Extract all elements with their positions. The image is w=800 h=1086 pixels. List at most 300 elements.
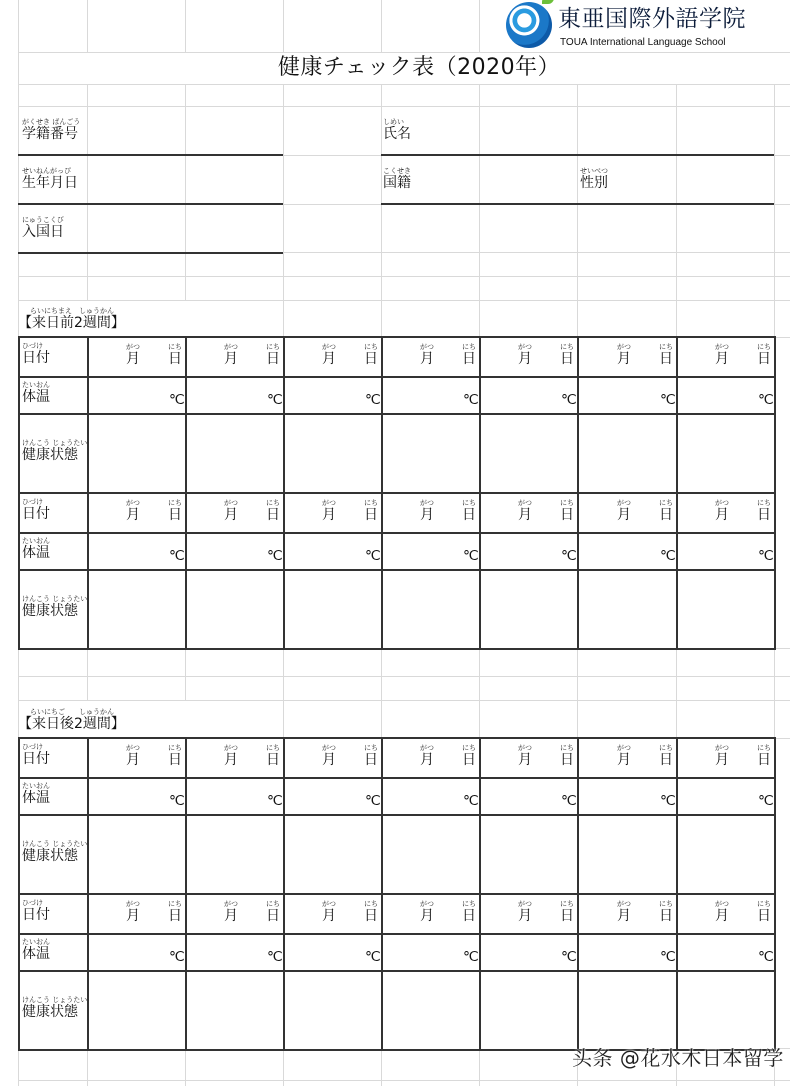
date-row-ruby: ひづけ	[22, 498, 43, 506]
month-unit	[123, 499, 143, 523]
celsius-unit: ℃	[267, 948, 283, 964]
celsius-unit: ℃	[267, 792, 283, 808]
month-label: 月	[715, 351, 729, 367]
student-number-field[interactable]	[88, 107, 282, 154]
gender-ruby: せいべつ	[580, 167, 608, 175]
divider	[18, 252, 283, 254]
table-border	[283, 337, 285, 493]
month-ruby: がつ	[322, 343, 336, 351]
divider	[18, 203, 283, 205]
celsius-unit: ℃	[758, 792, 774, 808]
day-label: 日	[168, 908, 182, 924]
month-unit	[123, 744, 143, 768]
health-status-cell[interactable]	[87, 814, 185, 894]
month-label: 月	[322, 752, 336, 768]
date-cell[interactable]	[479, 894, 577, 933]
section-ruby: らいにちまえ しゅうかん	[30, 307, 114, 315]
month-ruby: がつ	[224, 343, 238, 351]
health-row-text: 健康状態	[22, 603, 78, 619]
health-status-cell[interactable]	[381, 569, 479, 649]
month-label: 月	[715, 507, 729, 523]
temperature-cell[interactable]	[381, 777, 479, 814]
temperature-cell[interactable]	[87, 532, 185, 569]
table-border	[774, 493, 776, 649]
month-label: 月	[126, 752, 140, 768]
date-cell[interactable]	[87, 738, 185, 777]
day-ruby: にち	[364, 900, 378, 908]
gender-text: 性別	[580, 175, 608, 191]
day-unit	[658, 744, 674, 768]
date-cell[interactable]	[381, 738, 479, 777]
date-cell[interactable]	[577, 894, 676, 933]
table-border	[577, 337, 579, 493]
date-cell[interactable]	[479, 337, 577, 376]
temperature-cell[interactable]	[676, 777, 774, 814]
day-ruby: にち	[266, 744, 280, 752]
temperature-row-ruby: たいおん	[22, 537, 50, 545]
day-unit	[167, 900, 183, 924]
day-ruby: にち	[560, 744, 574, 752]
health-row-ruby: けんこう じょうたい	[22, 439, 88, 447]
date-cell[interactable]	[676, 894, 774, 933]
month-label: 月	[617, 351, 631, 367]
health-status-cell[interactable]	[381, 814, 479, 894]
temperature-cell[interactable]	[577, 777, 676, 814]
date-cell[interactable]	[479, 738, 577, 777]
month-ruby: がつ	[126, 343, 140, 351]
nationality-field[interactable]	[480, 156, 576, 203]
month-label: 月	[126, 351, 140, 367]
health-status-cell[interactable]	[479, 970, 577, 1050]
month-label: 月	[518, 507, 532, 523]
table-border	[87, 894, 89, 1050]
day-label: 日	[462, 752, 476, 768]
day-unit	[363, 744, 379, 768]
month-ruby: がつ	[126, 499, 140, 507]
temperature-cell[interactable]	[381, 376, 479, 413]
month-ruby: がつ	[322, 744, 336, 752]
month-unit	[417, 499, 437, 523]
table-border	[185, 337, 187, 493]
table-border	[283, 493, 285, 649]
table-border	[381, 738, 383, 894]
health-status-cell[interactable]	[479, 814, 577, 894]
month-unit	[614, 343, 634, 367]
table-border	[676, 738, 678, 894]
date-cell[interactable]	[577, 738, 676, 777]
table-border	[87, 738, 89, 894]
date-row-text: 日付	[22, 506, 50, 522]
celsius-unit: ℃	[561, 391, 577, 407]
table-border	[18, 737, 776, 739]
month-unit	[221, 343, 241, 367]
temperature-cell[interactable]	[185, 777, 283, 814]
date-cell[interactable]	[283, 493, 381, 532]
celsius-unit: ℃	[365, 948, 381, 964]
temperature-cell[interactable]	[381, 933, 479, 970]
table-border	[381, 337, 383, 493]
month-label: 月	[224, 351, 238, 367]
school-logo	[506, 0, 776, 52]
page-title-text: 健康チェック表（2020年）	[277, 55, 561, 80]
health-status-cell[interactable]	[577, 569, 676, 649]
month-unit	[417, 900, 437, 924]
day-label: 日	[560, 351, 574, 367]
table-border	[18, 532, 776, 534]
temperature-row-text: 体温	[22, 790, 50, 806]
health-status-cell[interactable]	[577, 413, 676, 493]
day-label: 日	[364, 752, 378, 768]
day-ruby: にち	[168, 499, 182, 507]
temperature-cell[interactable]	[87, 777, 185, 814]
month-label: 月	[224, 908, 238, 924]
temperature-cell[interactable]	[479, 376, 577, 413]
month-label: 月	[224, 507, 238, 523]
date-row-ruby: ひづけ	[22, 342, 43, 350]
celsius-unit: ℃	[267, 547, 283, 563]
day-ruby: にち	[266, 343, 280, 351]
month-unit	[515, 499, 535, 523]
health-row-ruby: けんこう じょうたい	[22, 996, 88, 1004]
temperature-cell[interactable]	[479, 777, 577, 814]
health-status-cell[interactable]	[676, 569, 774, 649]
health-status-cell[interactable]	[479, 413, 577, 493]
health-status-cell[interactable]	[87, 569, 185, 649]
celsius-unit: ℃	[365, 792, 381, 808]
section-ruby: らいにちご しゅうかん	[30, 708, 114, 716]
celsius-unit: ℃	[561, 547, 577, 563]
month-label: 月	[715, 752, 729, 768]
health-row-ruby: けんこう じょうたい	[22, 595, 88, 603]
month-unit	[221, 499, 241, 523]
health-status-cell[interactable]	[87, 970, 185, 1050]
day-label: 日	[364, 908, 378, 924]
day-label: 日	[659, 507, 673, 523]
day-unit	[167, 744, 183, 768]
day-label: 日	[266, 351, 280, 367]
health-status-cell[interactable]	[283, 413, 381, 493]
month-ruby: がつ	[420, 744, 434, 752]
month-unit	[319, 499, 339, 523]
date-cell[interactable]	[283, 894, 381, 933]
celsius-unit: ℃	[758, 547, 774, 563]
date-cell[interactable]	[577, 493, 676, 532]
date-cell[interactable]	[283, 738, 381, 777]
temperature-row-text: 体温	[22, 545, 50, 561]
temperature-cell[interactable]	[577, 376, 676, 413]
health-row-label	[22, 996, 87, 1020]
date-row-text: 日付	[22, 350, 50, 366]
month-unit	[614, 499, 634, 523]
section-before-arrival-title	[18, 307, 125, 331]
table-border	[577, 493, 579, 649]
celsius-unit: ℃	[365, 547, 381, 563]
date-row-text: 日付	[22, 907, 50, 923]
health-status-cell[interactable]	[676, 413, 774, 493]
temperature-cell[interactable]	[381, 532, 479, 569]
health-status-cell[interactable]	[283, 970, 381, 1050]
entry-date-text: 入国日	[22, 224, 64, 240]
celsius-unit: ℃	[169, 547, 185, 563]
date-row-label	[22, 743, 50, 767]
celsius-unit: ℃	[463, 792, 479, 808]
temperature-cell[interactable]	[283, 777, 381, 814]
table-border	[18, 492, 776, 494]
day-ruby: にち	[462, 343, 476, 351]
temperature-cell[interactable]	[283, 376, 381, 413]
month-label: 月	[126, 507, 140, 523]
health-status-cell[interactable]	[676, 814, 774, 894]
nationality-ruby: こくせき	[383, 167, 411, 175]
health-status-cell[interactable]	[283, 814, 381, 894]
table-border	[87, 493, 89, 649]
table-border	[283, 894, 285, 1050]
table-border	[381, 894, 383, 1050]
month-ruby: がつ	[617, 343, 631, 351]
date-cell[interactable]	[381, 493, 479, 532]
birthdate-ruby: せいねんがっぴ	[22, 167, 71, 175]
temperature-cell[interactable]	[676, 532, 774, 569]
month-unit	[712, 744, 732, 768]
day-ruby: にち	[560, 499, 574, 507]
month-unit	[417, 343, 437, 367]
date-cell[interactable]	[676, 738, 774, 777]
temperature-row-ruby: たいおん	[22, 782, 50, 790]
health-status-cell[interactable]	[381, 413, 479, 493]
name-label	[383, 118, 411, 142]
temperature-cell[interactable]	[676, 933, 774, 970]
health-status-cell[interactable]	[577, 970, 676, 1050]
month-label: 月	[420, 507, 434, 523]
table-border	[18, 376, 776, 378]
day-ruby: にち	[168, 343, 182, 351]
day-label: 日	[462, 351, 476, 367]
temperature-cell[interactable]	[676, 376, 774, 413]
day-ruby: にち	[364, 744, 378, 752]
divider	[18, 154, 283, 156]
date-row-ruby: ひづけ	[22, 899, 43, 907]
day-label: 日	[266, 908, 280, 924]
health-status-cell[interactable]	[479, 569, 577, 649]
date-cell[interactable]	[87, 493, 185, 532]
health-status-cell[interactable]	[185, 413, 283, 493]
day-label: 日	[560, 908, 574, 924]
temperature-row-ruby: たいおん	[22, 381, 50, 389]
temperature-row-ruby: たいおん	[22, 938, 50, 946]
celsius-unit: ℃	[660, 547, 676, 563]
temperature-cell[interactable]	[479, 933, 577, 970]
day-label: 日	[266, 507, 280, 523]
section-after-arrival-title	[18, 708, 125, 732]
health-row-text: 健康状態	[22, 447, 78, 463]
month-unit	[614, 900, 634, 924]
month-ruby: がつ	[617, 900, 631, 908]
day-ruby: にち	[462, 744, 476, 752]
day-label: 日	[560, 507, 574, 523]
month-label: 月	[322, 908, 336, 924]
temperature-cell[interactable]	[283, 933, 381, 970]
health-status-cell[interactable]	[185, 569, 283, 649]
month-ruby: がつ	[715, 343, 729, 351]
nationality-text: 国籍	[383, 175, 411, 191]
month-label: 月	[518, 752, 532, 768]
table-border	[479, 894, 481, 1050]
celsius-unit: ℃	[463, 547, 479, 563]
celsius-unit: ℃	[169, 792, 185, 808]
date-cell[interactable]	[479, 493, 577, 532]
date-row-label	[22, 342, 50, 366]
day-label: 日	[757, 908, 771, 924]
temperature-cell[interactable]	[479, 532, 577, 569]
section-label: 【来日前2週間】	[18, 315, 125, 331]
table-border	[18, 648, 776, 650]
gender-label	[580, 167, 608, 191]
name-text: 氏名	[383, 126, 411, 142]
health-status-cell[interactable]	[676, 970, 774, 1050]
day-label: 日	[757, 351, 771, 367]
day-unit	[265, 499, 281, 523]
health-row-label	[22, 840, 87, 864]
day-unit	[559, 343, 575, 367]
day-unit	[756, 744, 772, 768]
health-status-cell[interactable]	[283, 569, 381, 649]
month-label: 月	[322, 507, 336, 523]
gridline	[18, 676, 790, 677]
month-unit	[515, 343, 535, 367]
date-cell[interactable]	[185, 894, 283, 933]
name-field[interactable]	[480, 107, 773, 154]
divider	[381, 203, 774, 205]
table-border	[676, 337, 678, 493]
month-label: 月	[518, 351, 532, 367]
entry-date-field[interactable]	[88, 205, 282, 251]
month-unit	[712, 343, 732, 367]
school-logo-icon	[506, 2, 552, 48]
day-ruby: にち	[757, 343, 771, 351]
temperature-cell[interactable]	[577, 532, 676, 569]
date-row-label	[22, 899, 50, 923]
student-number-label	[22, 118, 80, 142]
temperature-row-label	[22, 537, 50, 561]
health-row-ruby: けんこう じょうたい	[22, 840, 88, 848]
table-border	[676, 894, 678, 1050]
day-unit	[265, 744, 281, 768]
date-cell[interactable]	[577, 337, 676, 376]
day-ruby: にち	[168, 744, 182, 752]
table-border	[18, 738, 20, 894]
day-ruby: にち	[560, 900, 574, 908]
table-border	[18, 493, 20, 649]
month-ruby: がつ	[420, 900, 434, 908]
leaf-icon	[542, 0, 554, 4]
month-unit	[515, 900, 535, 924]
month-unit	[123, 343, 143, 367]
month-ruby: がつ	[518, 744, 532, 752]
table-border	[479, 738, 481, 894]
table-border	[18, 893, 776, 895]
month-label: 月	[617, 908, 631, 924]
day-unit	[658, 499, 674, 523]
date-row-ruby: ひづけ	[22, 743, 43, 751]
health-row-label	[22, 439, 87, 463]
date-cell[interactable]	[87, 894, 185, 933]
gender-field[interactable]	[677, 156, 773, 203]
table-border	[185, 894, 187, 1050]
day-unit	[559, 744, 575, 768]
day-ruby: にち	[364, 343, 378, 351]
month-ruby: がつ	[224, 900, 238, 908]
gridline	[18, 84, 790, 85]
day-label: 日	[757, 507, 771, 523]
celsius-unit: ℃	[365, 391, 381, 407]
date-cell[interactable]	[381, 894, 479, 933]
date-cell[interactable]	[283, 337, 381, 376]
day-unit	[559, 499, 575, 523]
gridline	[18, 276, 790, 277]
page-title	[0, 54, 800, 82]
temperature-cell[interactable]	[577, 933, 676, 970]
month-unit	[712, 499, 732, 523]
student-number-ruby: がくせき ばんごう	[22, 118, 81, 126]
school-name-en: TOUA International Language School	[560, 37, 726, 48]
date-cell[interactable]	[381, 337, 479, 376]
health-status-cell[interactable]	[381, 970, 479, 1050]
month-unit	[123, 900, 143, 924]
health-status-cell[interactable]	[185, 814, 283, 894]
day-unit	[756, 499, 772, 523]
day-ruby: にち	[462, 900, 476, 908]
temperature-cell[interactable]	[185, 532, 283, 569]
table-border	[774, 738, 776, 894]
date-cell[interactable]	[185, 738, 283, 777]
birthdate-field[interactable]	[88, 156, 282, 203]
month-ruby: がつ	[126, 900, 140, 908]
health-row-text: 健康状態	[22, 848, 78, 864]
health-status-cell[interactable]	[185, 970, 283, 1050]
day-ruby: にち	[364, 499, 378, 507]
month-label: 月	[420, 351, 434, 367]
day-unit	[363, 499, 379, 523]
temperature-cell[interactable]	[185, 376, 283, 413]
date-cell[interactable]	[87, 337, 185, 376]
health-status-cell[interactable]	[577, 814, 676, 894]
month-ruby: がつ	[617, 499, 631, 507]
date-cell[interactable]	[185, 337, 283, 376]
day-unit	[461, 900, 477, 924]
month-ruby: がつ	[715, 744, 729, 752]
date-row-label	[22, 498, 50, 522]
temperature-cell[interactable]	[87, 376, 185, 413]
temperature-cell[interactable]	[87, 933, 185, 970]
celsius-unit: ℃	[463, 948, 479, 964]
health-row-text: 健康状態	[22, 1004, 78, 1020]
temperature-cell[interactable]	[283, 532, 381, 569]
health-status-cell[interactable]	[87, 413, 185, 493]
date-cell[interactable]	[676, 337, 774, 376]
celsius-unit: ℃	[660, 792, 676, 808]
day-unit	[167, 499, 183, 523]
table-border	[18, 933, 776, 935]
table-border	[479, 493, 481, 649]
temperature-cell[interactable]	[185, 933, 283, 970]
table-border	[479, 337, 481, 493]
day-unit	[265, 900, 281, 924]
date-cell[interactable]	[185, 493, 283, 532]
temperature-row-text: 体温	[22, 946, 50, 962]
date-cell[interactable]	[676, 493, 774, 532]
day-unit	[461, 744, 477, 768]
celsius-unit: ℃	[561, 948, 577, 964]
